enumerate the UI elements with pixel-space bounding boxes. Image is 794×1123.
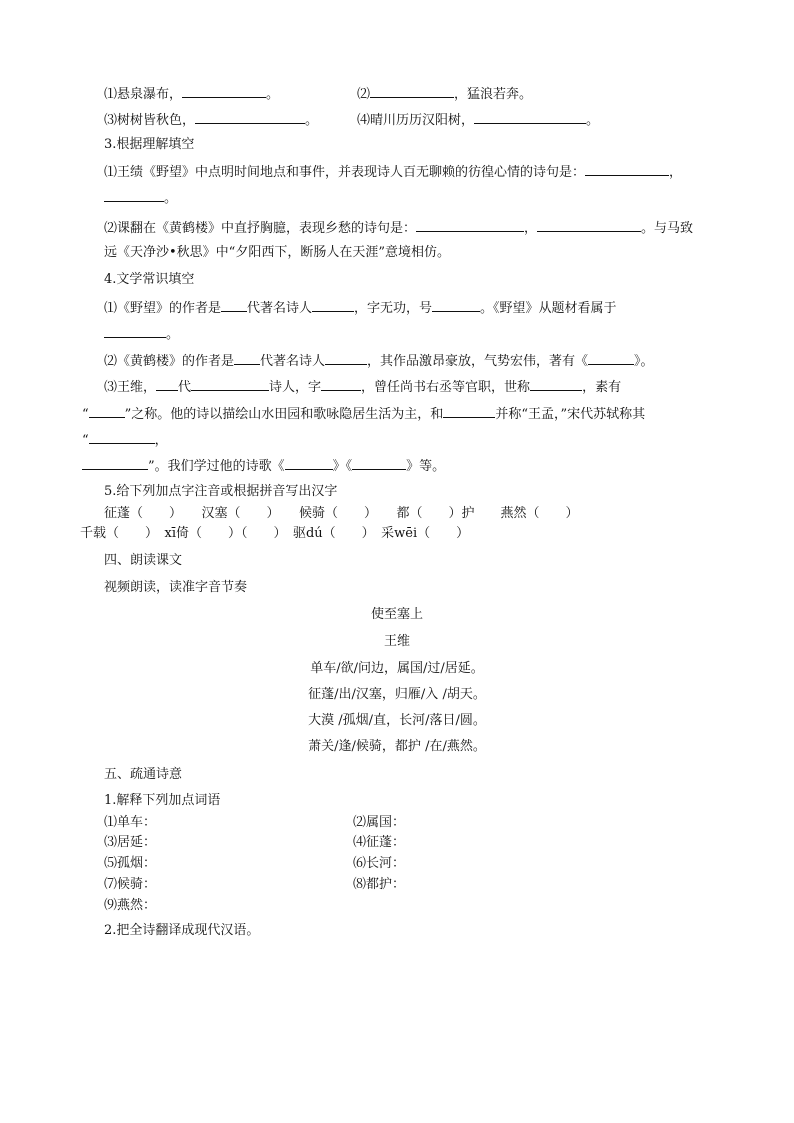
question-3-2-cont: 远《天净沙•秋思》中“夕阳西下，断肠人在天涯”意境相仿。 — [104, 245, 450, 260]
fill-row-1a: ⑴悬泉瀑布， 。 — [104, 87, 280, 102]
answer-blank[interactable] — [312, 299, 354, 312]
question-3-2: ⑵课翻在《黄鹤楼》中直抒胸臆，表现乡愁的诗句是： ， 。与马致 — [104, 221, 694, 236]
term-item: ⑴单车： — [104, 815, 157, 830]
poem-line: 征蓬/出/汉塞，归雁/入 /胡天。 — [308, 687, 486, 702]
answer-blank[interactable] — [234, 352, 260, 365]
question-4-3-cont3: ”。我们学过他的诗歌《 》《 》等。 — [82, 457, 445, 475]
answer-blank[interactable] — [370, 85, 454, 98]
section-heading: 5.给下列加点字注音或根据拼音写出汉字 — [104, 484, 338, 499]
answer-blank[interactable] — [89, 405, 125, 418]
term-item: ⑸孤烟： — [104, 856, 157, 871]
term-item: ⑹长河： — [353, 856, 406, 871]
term-item: ⑼燕然： — [104, 898, 157, 913]
term-item: ⑶居延： — [104, 835, 157, 850]
answer-blank[interactable] — [82, 457, 148, 470]
answer-blank[interactable] — [585, 163, 669, 176]
answer-blank[interactable] — [474, 111, 586, 124]
answer-blank[interactable] — [195, 111, 305, 124]
answer-blank[interactable] — [588, 352, 634, 365]
term-item: ⑻都护： — [353, 877, 406, 892]
answer-blank[interactable] — [443, 405, 495, 418]
poem-line: 大漠 /孤烟/直，长河/落日/圆。 — [308, 713, 486, 728]
answer-blank[interactable] — [530, 378, 582, 391]
subsection-heading: 1.解释下列加点词语 — [104, 793, 221, 808]
term-item: ⑷征蓬： — [353, 835, 406, 850]
answer-blank[interactable] — [182, 85, 266, 98]
poem-line: 萧关/逢/候骑，都护 /在/燕然。 — [308, 739, 486, 754]
answer-blank[interactable] — [432, 299, 480, 312]
fill-row-2a: ⑶树树皆秋色， 。 — [104, 113, 319, 128]
reading-instruction: 视频朗读，读准字音节奏 — [104, 580, 248, 595]
section-heading: 五、疏通诗意 — [104, 767, 183, 782]
section-heading: 4.文学常识填空 — [104, 272, 195, 287]
poem-title: 使至塞上 — [370, 607, 423, 622]
term-item: ⑺候骑： — [104, 877, 157, 892]
answer-blank[interactable] — [352, 457, 406, 470]
question-4-3: ⑶王维， 代 诗人，字 ，曾任尚书右丞等官职，世称 ，素有 — [104, 380, 622, 395]
answer-blank[interactable] — [104, 325, 166, 338]
subsection-heading: 2.把全诗翻译成现代汉语。 — [104, 923, 260, 938]
section-heading: 3.根据理解填空 — [104, 137, 195, 152]
question-4-1: ⑴《野望》的作者是 代著名诗人 ，字无功，号 。《野望》从题材看属于 — [104, 301, 617, 316]
pinyin-row-1: 征蓬（ ） 汉塞（ ） 候骑（ ） 都（ ）护 燕然（ ） — [104, 506, 579, 521]
answer-blank[interactable] — [156, 378, 178, 391]
answer-blank[interactable] — [285, 457, 333, 470]
answer-blank[interactable] — [104, 189, 164, 202]
answer-blank[interactable] — [416, 219, 524, 232]
question-4-3-cont: “ ”之称。他的诗以描绘山水田园和歌咏隐居生活为主，和 并称“王孟，”宋代苏轼称其 — [82, 407, 646, 422]
question-3-1-cont: 。 — [104, 189, 177, 207]
answer-blank[interactable] — [321, 378, 361, 391]
answer-blank[interactable] — [191, 378, 269, 391]
question-4-1-cont: 。 — [104, 325, 179, 343]
prompt-text: ⑴悬泉瀑布， — [104, 87, 183, 102]
fill-row-2b: ⑷晴川历历汉阳树， 。 — [357, 113, 600, 128]
poem-line: 单车/欲/问边，属国/过/居延。 — [310, 661, 484, 676]
answer-blank[interactable] — [221, 299, 247, 312]
section-heading: 四、朗读课文 — [104, 553, 183, 568]
question-4-3-cont2: “ ， — [82, 433, 168, 448]
term-item: ⑵属国： — [353, 815, 406, 830]
fill-row-1b: ⑵ ，猛浪若奔。 — [357, 87, 533, 102]
answer-blank[interactable] — [537, 219, 641, 232]
answer-blank[interactable] — [325, 352, 367, 365]
poem-author: 王维 — [383, 634, 410, 649]
question-3-1: ⑴王绩《野望》中点明时间地点和事件，并表现诗人百无聊赖的彷徨心情的诗句是： ， — [104, 165, 683, 180]
pinyin-row-2: 千载（ ） xī倚（ ）（ ） 驱dú（ ） 采wēi（ ） — [80, 526, 470, 541]
answer-blank[interactable] — [89, 431, 155, 444]
question-4-2: ⑵《黄鹤楼》的作者是 代著名诗人 ，其作品激昂豪放，气势宏伟，著有《 》。 — [104, 354, 654, 369]
